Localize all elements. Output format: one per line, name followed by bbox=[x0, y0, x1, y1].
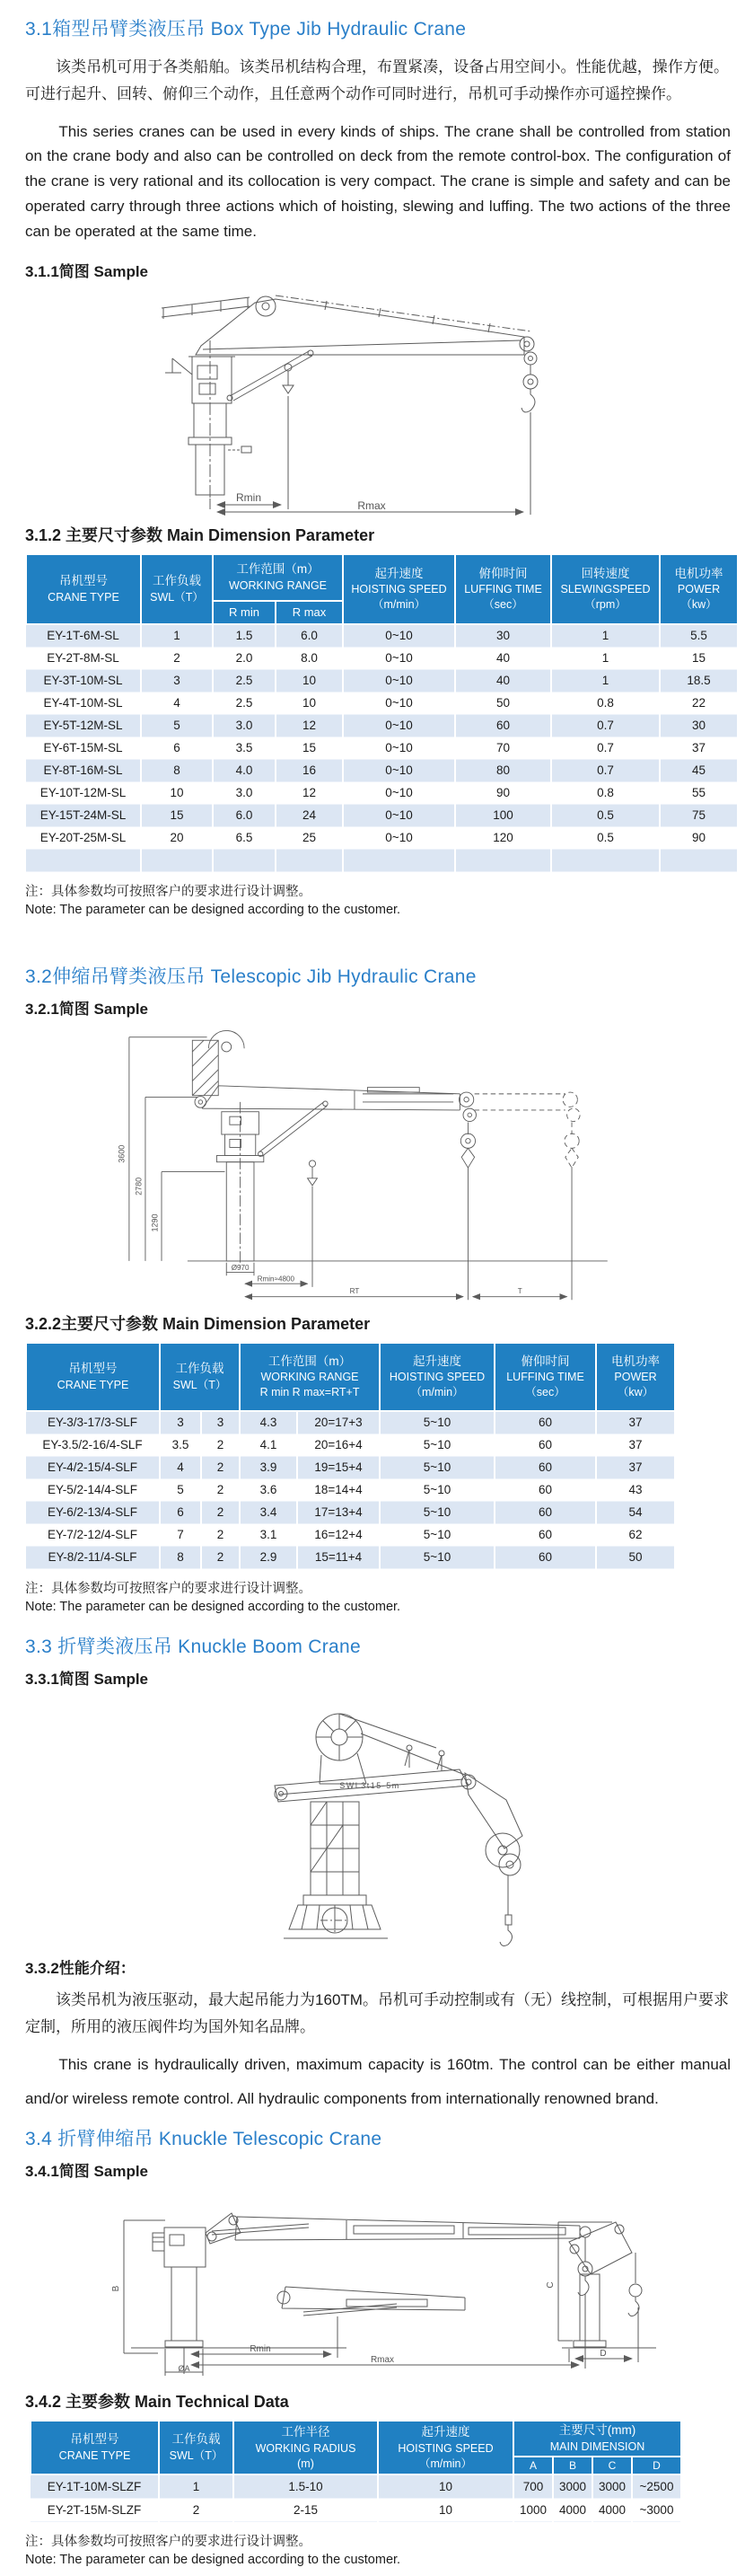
table-cell: 3.5 bbox=[213, 737, 276, 759]
table-cell: 2-15 bbox=[233, 2499, 378, 2522]
table-cell: 5 bbox=[141, 714, 213, 737]
table-cell: 5~10 bbox=[380, 1523, 495, 1546]
table-cell: 120 bbox=[455, 826, 551, 849]
table-cell: 0~10 bbox=[343, 647, 455, 669]
table-cell: 8 bbox=[160, 1546, 201, 1568]
table-cell: 18=14+4 bbox=[297, 1478, 380, 1501]
table-cell: 40 bbox=[455, 669, 551, 692]
table-cell: 6 bbox=[160, 1501, 201, 1523]
table-cell: 5.5 bbox=[660, 624, 738, 648]
table-cell: EY-10T-12M-SL bbox=[26, 781, 141, 804]
table-cell: 2.5 bbox=[213, 692, 276, 714]
table-cell: EY-3T-10M-SL bbox=[26, 669, 141, 692]
table-cell: 5~10 bbox=[380, 1411, 495, 1434]
col-header-swl: 工作负载 SWL（T） bbox=[141, 554, 213, 624]
telescopic-jib-crane-drawing bbox=[111, 1024, 614, 1304]
table-cell: 2 bbox=[201, 1546, 240, 1568]
table-row bbox=[26, 669, 738, 692]
table-cell: 0~10 bbox=[343, 781, 455, 804]
table-cell: 0.5 bbox=[551, 826, 660, 849]
table-cell: 3000 bbox=[553, 2475, 592, 2499]
knuckle-boom-crane-drawing bbox=[233, 1694, 539, 1950]
table-cell: EY-4T-10M-SL bbox=[26, 692, 141, 714]
table-cell: EY-20T-25M-SL bbox=[26, 826, 141, 849]
table-cell: 4 bbox=[160, 1456, 201, 1478]
table-cell: 5~10 bbox=[380, 1456, 495, 1478]
table-cell: 0.7 bbox=[551, 759, 660, 781]
table-cell: 1.5 bbox=[213, 624, 276, 648]
col-header-hoisting-speed: 起升速度 HOISTING SPEED （m/min） bbox=[343, 554, 455, 624]
note-cn: 注：具体参数均可按照客户的要求进行设计调整。 bbox=[25, 2535, 311, 2550]
table-cell: 3.0 bbox=[213, 714, 276, 737]
table-cell: 50 bbox=[596, 1546, 675, 1568]
col-header-power: 电机功率 POWER （kw） bbox=[596, 1343, 675, 1411]
param-heading-3-1-2: 3.1.2 主要尺寸参数 Main Dimension Parameter bbox=[25, 525, 375, 544]
performance-paragraph-cn: 该类吊机为液压驱动，最大起吊能力为160TM。吊机可手动控制或有（无）线控制，可根据用户要求定制，所用的液压阀件均为国外知名品牌。 bbox=[25, 1990, 729, 2036]
col-header-luffing-time: 俯仰时间 LUFFING TIME （sec） bbox=[455, 554, 551, 624]
table-cell: 10 bbox=[276, 692, 343, 714]
table-cell: 15 bbox=[141, 804, 213, 826]
table-cell: EY-15T-24M-SL bbox=[26, 804, 141, 826]
table-cell: 54 bbox=[596, 1501, 675, 1523]
table-cell: 3 bbox=[141, 669, 213, 692]
dim-label-rmax: Rmax bbox=[357, 498, 386, 512]
sub-header-c: C bbox=[592, 2457, 632, 2475]
table-cell: 8 bbox=[141, 759, 213, 781]
table-cell: 2 bbox=[201, 1456, 240, 1478]
table-cell: 22 bbox=[660, 692, 738, 714]
table-cell: 1 bbox=[551, 669, 660, 692]
table-row bbox=[26, 759, 738, 781]
section-title-box-type: 3.1箱型吊臂类液压吊 Box Type Jib Hydraulic Crane bbox=[25, 19, 467, 40]
dim-label-2780: 2780 bbox=[134, 1177, 144, 1195]
col-header-crane-type: 吊机型号 CRANE TYPE bbox=[26, 554, 141, 624]
table-cell: 43 bbox=[596, 1478, 675, 1501]
col-header-crane-type: 吊机型号 CRANE TYPE bbox=[31, 2421, 159, 2475]
table-cell: 5~10 bbox=[380, 1501, 495, 1523]
table-cell: 3 bbox=[160, 1411, 201, 1434]
sub-header-rmax: R max bbox=[276, 601, 343, 624]
table-cell bbox=[276, 849, 343, 871]
table-cell: EY-4/2-15/4-SLF bbox=[26, 1456, 160, 1478]
table-cell: 3.6 bbox=[240, 1478, 297, 1501]
table-cell: 4000 bbox=[553, 2499, 592, 2522]
sub-header-b: B bbox=[553, 2457, 592, 2475]
table-cell: 24 bbox=[276, 804, 343, 826]
table-cell: EY-3/3-17/3-SLF bbox=[26, 1411, 160, 1434]
table-cell: 4.1 bbox=[240, 1434, 297, 1456]
table-row bbox=[26, 1523, 675, 1546]
table-cell: 4.0 bbox=[213, 759, 276, 781]
table-cell: 50 bbox=[455, 692, 551, 714]
table-cell: EY-2T-15M-SLZF bbox=[31, 2499, 159, 2522]
table-cell: 60 bbox=[495, 1478, 596, 1501]
sub-header-a: A bbox=[513, 2457, 553, 2475]
performance-paragraph-en: This crane is hydraulically driven, maximum capacity is 160tm. The control can be either manual and/or wireless remote control. All hydraulic components from internationally renowned brand. bbox=[25, 2056, 731, 2107]
table-row bbox=[26, 1478, 675, 1501]
note-en: Note: The parameter can be designed according to the customer. bbox=[25, 1599, 401, 1614]
table-cell: 0.7 bbox=[551, 737, 660, 759]
table-cell: 60 bbox=[495, 1501, 596, 1523]
table-cell: 75 bbox=[660, 804, 738, 826]
table-cell: 1.5-10 bbox=[233, 2475, 378, 2499]
table-cell: EY-8/2-11/4-SLF bbox=[26, 1546, 160, 1568]
table-cell: 1000 bbox=[513, 2499, 553, 2522]
main-dimension-table-2 bbox=[25, 1342, 676, 1569]
col-header-luffing-time: 俯仰时间 LUFFING TIME （sec） bbox=[495, 1343, 596, 1411]
table-cell bbox=[213, 849, 276, 871]
box-jib-crane-drawing bbox=[102, 287, 587, 516]
table-cell: 0~10 bbox=[343, 826, 455, 849]
table-row bbox=[26, 804, 738, 826]
table-cell: 7 bbox=[160, 1523, 201, 1546]
table-cell: EY-1T-6M-SL bbox=[26, 624, 141, 648]
table-cell: 3.4 bbox=[240, 1501, 297, 1523]
dim-label-c: C bbox=[546, 2281, 556, 2289]
table-cell: EY-6T-15M-SL bbox=[26, 737, 141, 759]
table-cell: 15=11+4 bbox=[297, 1546, 380, 1568]
dim-label-1290: 1290 bbox=[150, 1213, 160, 1232]
table-cell: 20 bbox=[141, 826, 213, 849]
table-cell: 1 bbox=[551, 624, 660, 648]
main-dimension-table-1 bbox=[25, 553, 739, 872]
col-header-hoisting-speed: 起升速度 HOISTING SPEED （m/min） bbox=[380, 1343, 495, 1411]
sample-heading-3-3-1: 3.3.1简图 Sample bbox=[25, 1670, 149, 1688]
table-cell: 70 bbox=[455, 737, 551, 759]
section-title-knuckle-telescopic: 3.4 折臂伸缩吊 Knuckle Telescopic Crane bbox=[25, 2129, 382, 2150]
table-cell: 1 bbox=[141, 624, 213, 648]
param-heading-3-2-2: 3.2.2主要尺寸参数 Main Dimension Parameter bbox=[25, 1314, 371, 1333]
table-row bbox=[26, 647, 738, 669]
table-cell: 15 bbox=[276, 737, 343, 759]
dim-label-rmin-4800: Rmin≈4800 bbox=[257, 1275, 295, 1284]
table-cell: 6.0 bbox=[276, 624, 343, 648]
table-cell: 3 bbox=[201, 1411, 240, 1434]
table-cell: 2.0 bbox=[213, 647, 276, 669]
table-cell: 3.5 bbox=[160, 1434, 201, 1456]
col-header-swl: 工作负载 SWL（T） bbox=[160, 1343, 240, 1411]
dim-label-b: B bbox=[111, 2285, 121, 2292]
table-cell bbox=[660, 849, 738, 871]
dim-label-dia970: Ø970 bbox=[231, 1263, 250, 1272]
table-cell: 2 bbox=[201, 1434, 240, 1456]
table-cell: 10 bbox=[378, 2499, 513, 2522]
table-cell: 0~10 bbox=[343, 714, 455, 737]
dim-label-rmin: Rmin bbox=[235, 490, 262, 504]
table-cell: 1 bbox=[159, 2475, 233, 2499]
sample-heading-3-1-1: 3.1.1简图 Sample bbox=[25, 262, 149, 280]
table-cell bbox=[455, 849, 551, 871]
table-cell bbox=[343, 849, 455, 871]
col-header-working-radius: 工作半径 WORKING RADIUS (m) bbox=[233, 2421, 378, 2475]
table-cell: ~2500 bbox=[632, 2475, 681, 2499]
table-cell: EY-1T-10M-SLZF bbox=[31, 2475, 159, 2499]
table-row bbox=[26, 714, 738, 737]
table-cell: 100 bbox=[455, 804, 551, 826]
table-cell: 0~10 bbox=[343, 692, 455, 714]
knuckle-telescopic-crane-drawing bbox=[77, 2186, 670, 2382]
table-cell: 30 bbox=[660, 714, 738, 737]
table-cell: 60 bbox=[495, 1411, 596, 1434]
table-row bbox=[26, 826, 738, 849]
table-cell: 10 bbox=[276, 669, 343, 692]
table-cell: 1 bbox=[551, 647, 660, 669]
table-row bbox=[26, 1456, 675, 1478]
table-cell: 0~10 bbox=[343, 804, 455, 826]
table-cell: EY-2T-8M-SL bbox=[26, 647, 141, 669]
table-cell: 2 bbox=[159, 2499, 233, 2522]
table-cell: 60 bbox=[495, 1523, 596, 1546]
dim-label-rt: RT bbox=[349, 1286, 360, 1295]
table-cell: EY-7/2-12/4-SLF bbox=[26, 1523, 160, 1546]
table-cell: 4 bbox=[141, 692, 213, 714]
table-cell: 2 bbox=[201, 1501, 240, 1523]
table-cell: 60 bbox=[495, 1434, 596, 1456]
table-cell: 6.5 bbox=[213, 826, 276, 849]
table-cell: 10 bbox=[141, 781, 213, 804]
table-cell: 12 bbox=[276, 781, 343, 804]
table-cell: 2.5 bbox=[213, 669, 276, 692]
dim-label-d: D bbox=[600, 2349, 607, 2360]
table-cell: 25 bbox=[276, 826, 343, 849]
table-cell: 6 bbox=[141, 737, 213, 759]
table-cell: 80 bbox=[455, 759, 551, 781]
table-cell: 2 bbox=[141, 647, 213, 669]
table-cell: 3.1 bbox=[240, 1523, 297, 1546]
table-cell: 19=15+4 bbox=[297, 1456, 380, 1478]
dim-label-3600: 3600 bbox=[117, 1144, 127, 1163]
col-header-working-range: 工作范围（m） WORKING RANGE R min R max=RT+T bbox=[240, 1343, 380, 1411]
table-row bbox=[31, 2475, 681, 2499]
table-cell: EY-8T-16M-SL bbox=[26, 759, 141, 781]
col-header-hoisting-speed: 起升速度 HOISTING SPEED （m/min） bbox=[378, 2421, 513, 2475]
table-cell: 0.8 bbox=[551, 692, 660, 714]
note-block-2 bbox=[25, 1580, 736, 1616]
col-header-swl: 工作负载 SWL（T） bbox=[159, 2421, 233, 2475]
table-cell: 90 bbox=[660, 826, 738, 849]
table-cell: 12 bbox=[276, 714, 343, 737]
table-row bbox=[26, 692, 738, 714]
section-title-knuckle-boom: 3.3 折臂类液压吊 Knuckle Boom Crane bbox=[25, 1636, 361, 1657]
perf-heading-3-3-2: 3.3.2性能介绍： bbox=[25, 1959, 136, 1977]
note-cn: 注：具体参数均可按照客户的要求进行设计调整。 bbox=[25, 1581, 311, 1596]
col-header-working-range: 工作范围（m） WORKING RANGE bbox=[213, 554, 343, 601]
table-cell: 4000 bbox=[592, 2499, 632, 2522]
table-cell: 5~10 bbox=[380, 1434, 495, 1456]
sample-heading-3-4-1: 3.4.1简图 Sample bbox=[25, 2163, 149, 2181]
table-row bbox=[26, 1501, 675, 1523]
table-cell: 16 bbox=[276, 759, 343, 781]
section-title-telescopic: 3.2伸缩吊臂类液压吊 Telescopic Jib Hydraulic Crane bbox=[25, 966, 477, 987]
table-cell: 45 bbox=[660, 759, 738, 781]
table-cell: 30 bbox=[455, 624, 551, 648]
table-cell: 0.5 bbox=[551, 804, 660, 826]
sample-heading-3-2-1: 3.2.1简图 Sample bbox=[25, 1000, 149, 1018]
table-cell: 37 bbox=[596, 1456, 675, 1478]
table-cell: 5~10 bbox=[380, 1478, 495, 1501]
sub-header-rmin: R min bbox=[213, 601, 276, 624]
table-cell: 2 bbox=[201, 1478, 240, 1501]
table-cell: 3000 bbox=[592, 2475, 632, 2499]
table-cell: 60 bbox=[455, 714, 551, 737]
table-row bbox=[26, 1411, 675, 1434]
col-header-power: 电机功率 POWER （kw） bbox=[660, 554, 738, 624]
table-cell: 3.9 bbox=[240, 1456, 297, 1478]
table-cell: 37 bbox=[596, 1411, 675, 1434]
note-block-1 bbox=[25, 883, 736, 919]
table-row bbox=[26, 781, 738, 804]
dim-label-dia-a: ØA bbox=[178, 2364, 190, 2374]
main-technical-data-table bbox=[30, 2420, 682, 2522]
table-cell: 90 bbox=[455, 781, 551, 804]
table-cell: 60 bbox=[495, 1456, 596, 1478]
table-cell: 3.0 bbox=[213, 781, 276, 804]
table-cell bbox=[551, 849, 660, 871]
table-row bbox=[26, 624, 738, 648]
col-header-main-dimension: 主要尺寸(mm) MAIN DIMENSION bbox=[513, 2421, 681, 2457]
table-cell: 0.7 bbox=[551, 714, 660, 737]
table-cell: 60 bbox=[495, 1546, 596, 1568]
col-header-crane-type: 吊机型号 CRANE TYPE bbox=[26, 1343, 160, 1411]
table-cell: 37 bbox=[660, 737, 738, 759]
table-cell: EY-3.5/2-16/4-SLF bbox=[26, 1434, 160, 1456]
table-cell: 20=16+4 bbox=[297, 1434, 380, 1456]
table-cell: 8.0 bbox=[276, 647, 343, 669]
table-cell: 18.5 bbox=[660, 669, 738, 692]
note-cn: 注：具体参数均可按照客户的要求进行设计调整。 bbox=[25, 884, 311, 899]
table-cell: 62 bbox=[596, 1523, 675, 1546]
note-en: Note: The parameter can be designed according to the customer. bbox=[25, 2553, 401, 2568]
table-row bbox=[26, 737, 738, 759]
table-cell: 5~10 bbox=[380, 1546, 495, 1568]
table-cell: 5 bbox=[160, 1478, 201, 1501]
table-cell: 15 bbox=[660, 647, 738, 669]
table-cell: 20=17+3 bbox=[297, 1411, 380, 1434]
note-en: Note: The parameter can be designed according to the customer. bbox=[25, 902, 401, 917]
table-cell: 4.3 bbox=[240, 1411, 297, 1434]
table-cell: 0~10 bbox=[343, 669, 455, 692]
table-row bbox=[31, 2499, 681, 2522]
note-block-3 bbox=[25, 2533, 736, 2569]
table-row bbox=[26, 1434, 675, 1456]
table-cell: 700 bbox=[513, 2475, 553, 2499]
intro-paragraph-en: This series cranes can be used in every kinds of ships. The crane shall be controlled from station on the crane body and also can be controlled on deck from the remote control-box. The configuration of the crane is very rational and its collocation is very compact. The crane is simple and safety and can be operated carry through three actions which of hoisting, slewing and luffing. The two actions of the three can be operated at the same time. bbox=[25, 122, 731, 240]
boom-swl-label: SWL3t15-5m bbox=[339, 1780, 400, 1790]
dim-label-rmin: Rmin bbox=[250, 2344, 271, 2355]
dim-label-rmax: Rmax bbox=[370, 2355, 395, 2366]
table-cell: 40 bbox=[455, 647, 551, 669]
table-cell: EY-5T-12M-SL bbox=[26, 714, 141, 737]
table-row bbox=[26, 1546, 675, 1568]
intro-paragraph-cn: 该类吊机可用于各类船舶。该类吊机结构合理，布置紧凑，设备占用空间小。性能优越，操作方便。可进行起升、回转、俯仰三个动作，且任意两个动作可同时进行，吊机可手动操作亦可遥控操作。 bbox=[25, 58, 729, 103]
table-cell: EY-6/2-13/4-SLF bbox=[26, 1501, 160, 1523]
table-cell: ~3000 bbox=[632, 2499, 681, 2522]
col-header-slewing-speed: 回转速度 SLEWINGSPEED （rpm） bbox=[551, 554, 660, 624]
table-cell: 0~10 bbox=[343, 759, 455, 781]
table-row bbox=[26, 849, 738, 871]
table-cell: 2.9 bbox=[240, 1546, 297, 1568]
dim-label-t: T bbox=[517, 1286, 522, 1295]
table-cell: 16=12+4 bbox=[297, 1523, 380, 1546]
table-cell: 17=13+4 bbox=[297, 1501, 380, 1523]
table-cell bbox=[26, 849, 141, 871]
table-cell: EY-5/2-14/4-SLF bbox=[26, 1478, 160, 1501]
table-cell: 0~10 bbox=[343, 737, 455, 759]
table-cell: 2 bbox=[201, 1523, 240, 1546]
table-cell bbox=[141, 849, 213, 871]
table-cell: 55 bbox=[660, 781, 738, 804]
table-cell: 10 bbox=[378, 2475, 513, 2499]
table-cell: 37 bbox=[596, 1434, 675, 1456]
sub-header-d: D bbox=[632, 2457, 681, 2475]
table-cell: 0.8 bbox=[551, 781, 660, 804]
table-cell: 0~10 bbox=[343, 624, 455, 648]
param-heading-3-4-2: 3.4.2 主要参数 Main Technical Data bbox=[25, 2393, 289, 2412]
table-cell: 6.0 bbox=[213, 804, 276, 826]
